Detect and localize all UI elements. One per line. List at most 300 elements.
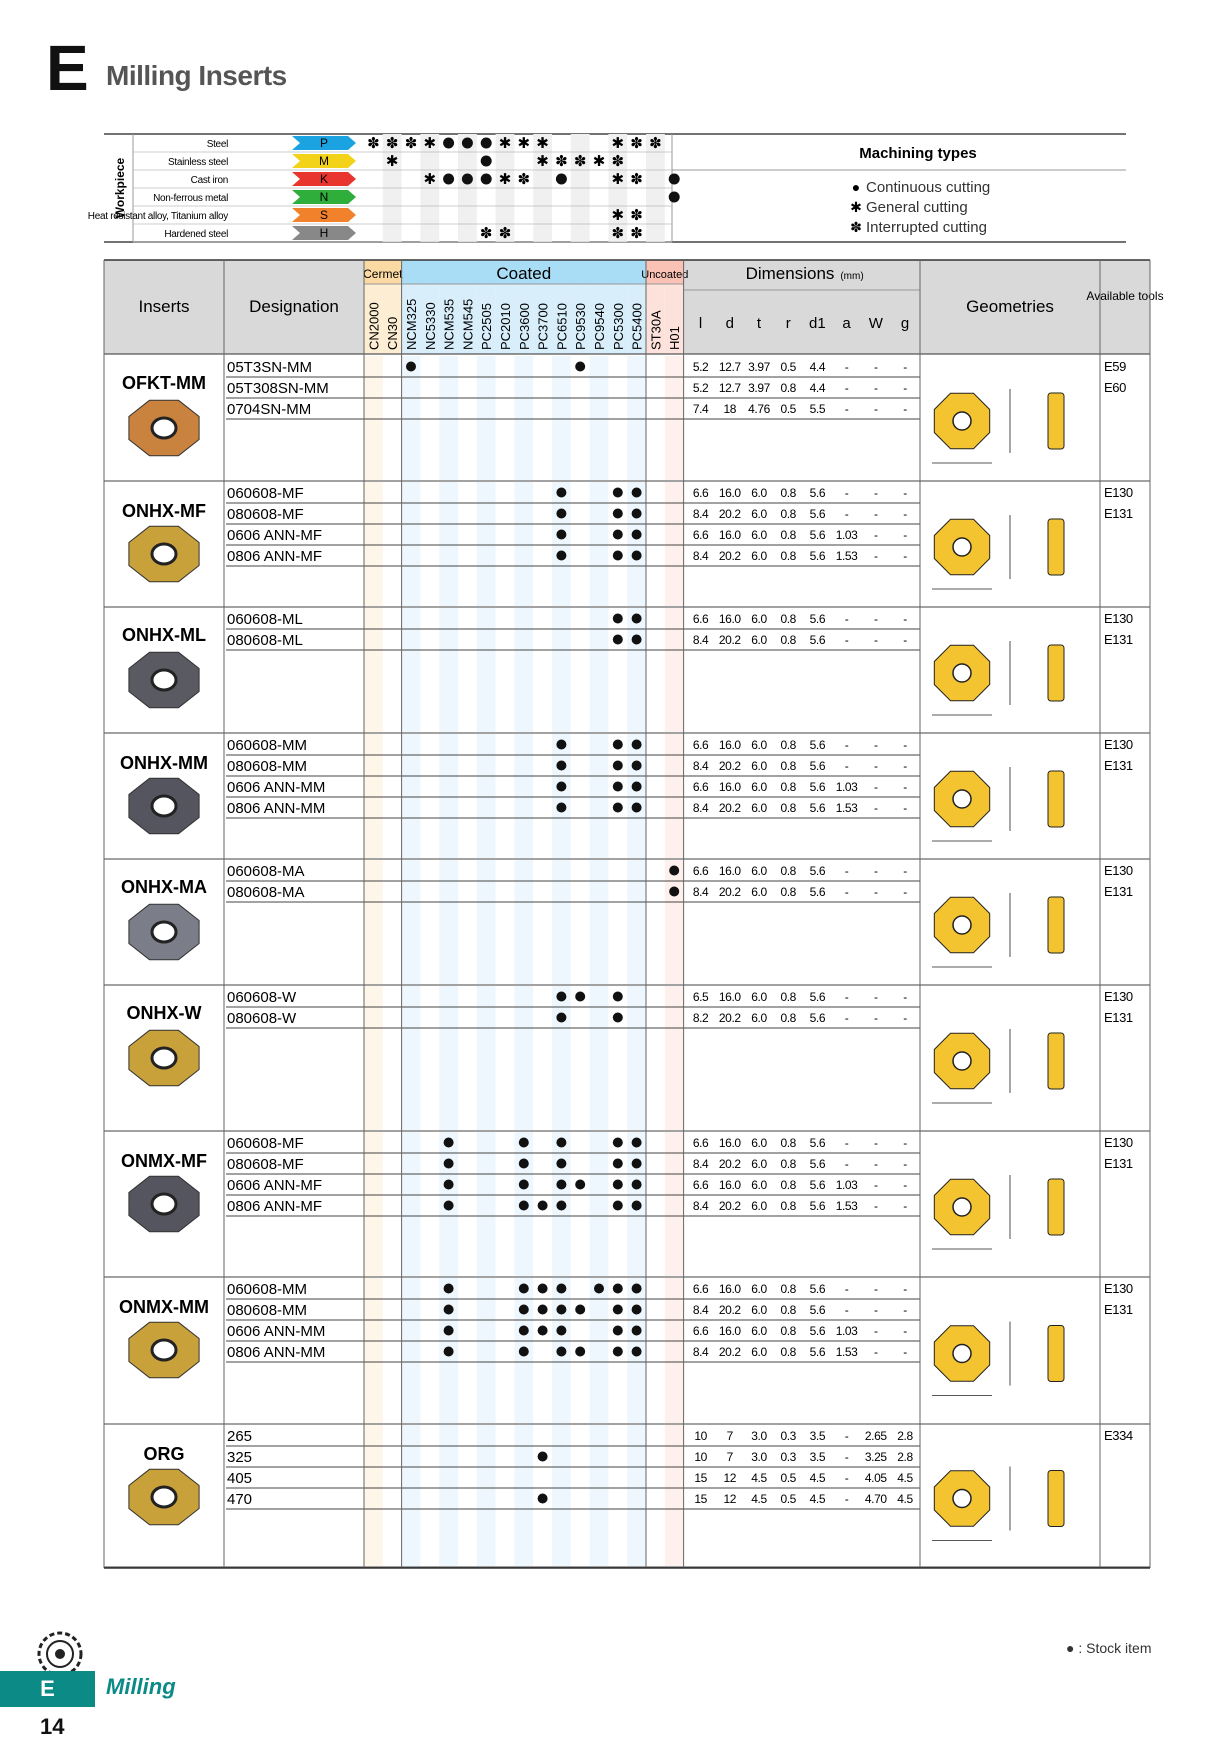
dimension-value: 5.6 bbox=[809, 1136, 826, 1150]
available-tool-ref: E131 bbox=[1104, 758, 1133, 773]
dimension-value: 16.0 bbox=[718, 1324, 741, 1338]
grade-column-stripe bbox=[514, 860, 533, 984]
dimension-value: - bbox=[873, 381, 878, 395]
interrupted-cutting-mark: ✽ bbox=[573, 153, 587, 170]
stock-item-dot bbox=[444, 1305, 454, 1315]
geometry-side-view bbox=[1048, 1471, 1064, 1527]
dimension-value: - bbox=[903, 759, 907, 773]
dimension-value: - bbox=[903, 612, 907, 626]
grade-column-stripe bbox=[364, 860, 383, 984]
insert-name: ONHX-MA bbox=[121, 877, 207, 897]
dimension-column-header: d bbox=[725, 315, 734, 332]
insert-photo-hole bbox=[152, 796, 176, 816]
section-tab-label: Milling bbox=[106, 1674, 176, 1699]
dimension-value: - bbox=[873, 486, 878, 500]
dimension-value: 1.53 bbox=[835, 1199, 858, 1213]
geometry-hole bbox=[953, 1345, 971, 1363]
grade-column-stripe bbox=[364, 986, 383, 1130]
dimension-value: 5.6 bbox=[809, 738, 826, 752]
section-tab[interactable]: E bbox=[0, 1671, 95, 1707]
grade-column-stripe bbox=[552, 986, 571, 1130]
grade-column-header: PC2010 bbox=[498, 303, 513, 350]
stock-item-dot bbox=[556, 1305, 566, 1315]
dimension-value: 4.5 bbox=[897, 1471, 913, 1485]
grade-column-stripe bbox=[364, 356, 383, 480]
stock-item-dot bbox=[556, 509, 566, 519]
designation: 060608-MM bbox=[227, 1281, 308, 1298]
dimension-value: 5.6 bbox=[809, 885, 826, 899]
stock-item-dot bbox=[613, 1284, 623, 1294]
dimension-value: - bbox=[873, 549, 878, 563]
dimension-value: 7 bbox=[726, 1429, 733, 1443]
grade-column-stripe bbox=[608, 986, 627, 1130]
grade-column-stripe bbox=[364, 482, 383, 606]
dimension-value: 6.6 bbox=[692, 1136, 709, 1150]
grade-column-stripe bbox=[496, 356, 515, 480]
stock-item-dot bbox=[632, 803, 642, 813]
stock-item-dot bbox=[632, 782, 642, 792]
dimension-value: - bbox=[903, 549, 907, 563]
geometry-hole bbox=[953, 1052, 971, 1070]
grade-column-stripe bbox=[477, 482, 496, 606]
grade-column-stripe bbox=[552, 734, 571, 858]
workpiece-code: H bbox=[319, 226, 329, 240]
workpiece-code: S bbox=[319, 208, 329, 222]
dimension-column-header: d1 bbox=[809, 315, 826, 332]
general-cutting-mark: ✱ bbox=[592, 153, 606, 170]
machining-types-title: Machining types bbox=[859, 145, 977, 162]
grade-column-stripe bbox=[590, 1278, 609, 1423]
grade-column-stripe bbox=[496, 986, 515, 1130]
grade-column-stripe bbox=[627, 986, 646, 1130]
geometry-side-view bbox=[1048, 1326, 1064, 1382]
grade-column-stripe bbox=[458, 860, 477, 984]
designation: 060608-MF bbox=[227, 485, 304, 502]
grade-column-stripe bbox=[590, 860, 609, 984]
dimension-value: 20.2 bbox=[718, 801, 741, 815]
dimension-column-header: t bbox=[756, 315, 762, 332]
general-cutting-mark: ✱ bbox=[423, 171, 437, 188]
grade-column-stripe bbox=[646, 734, 665, 858]
insert-photo-hole bbox=[152, 922, 176, 942]
dimension-value: 5.6 bbox=[809, 1324, 826, 1338]
grade-column-stripe bbox=[477, 356, 496, 480]
dimension-value: - bbox=[903, 381, 907, 395]
uncoated-group-label: Uncoated bbox=[641, 269, 689, 281]
grade-column-header: NCM545 bbox=[460, 298, 476, 350]
workpiece-name: Stainless steel bbox=[168, 157, 228, 168]
dimension-value: 0.8 bbox=[780, 1157, 796, 1171]
grade-column-stripe bbox=[571, 860, 590, 984]
dimension-value: 16.0 bbox=[718, 1178, 741, 1192]
machining-type-label: Interrupted cutting bbox=[866, 219, 987, 236]
grade-column-stripe bbox=[571, 356, 590, 480]
insert-name: OFKT-MM bbox=[122, 373, 206, 393]
machining-type-symbol: ✽ bbox=[850, 219, 862, 235]
grade-column-stripe bbox=[590, 986, 609, 1130]
interrupted-cutting-mark: ✽ bbox=[630, 135, 643, 152]
dimension-value: 4.5 bbox=[751, 1471, 767, 1485]
dimension-value: 5.6 bbox=[809, 759, 826, 773]
general-cutting-mark: ✱ bbox=[611, 135, 625, 152]
dimension-value: 0.5 bbox=[780, 360, 796, 374]
dimension-value: 6.0 bbox=[751, 864, 767, 878]
workpiece-label: Workpiece bbox=[113, 157, 127, 219]
dimension-value: 10 bbox=[694, 1450, 707, 1464]
stock-item-dot bbox=[613, 740, 623, 750]
stock-item-dot bbox=[613, 551, 623, 561]
grade-column-header: PC9540 bbox=[592, 303, 607, 350]
dimension-value: - bbox=[844, 1429, 849, 1443]
dimension-value: - bbox=[873, 507, 878, 521]
dimension-value: 5.6 bbox=[809, 1345, 826, 1359]
dimension-value: 2.65 bbox=[864, 1429, 887, 1443]
dimension-value: 0.8 bbox=[780, 864, 796, 878]
stock-item-dot bbox=[613, 530, 623, 540]
available-tool-ref: E60 bbox=[1104, 380, 1126, 395]
grade-column-stripe bbox=[627, 734, 646, 858]
available-tool-ref: E130 bbox=[1104, 989, 1133, 1004]
dimension-value: 5.6 bbox=[809, 528, 826, 542]
grade-column-stripe bbox=[571, 986, 590, 1130]
grade-column-stripe bbox=[383, 482, 402, 606]
dimension-value: - bbox=[844, 1471, 849, 1485]
stock-item-dot bbox=[613, 509, 623, 519]
dimension-value: - bbox=[844, 360, 849, 374]
stock-item-dot bbox=[444, 1326, 454, 1336]
dimension-value: 5.6 bbox=[809, 633, 826, 647]
designation: 405 bbox=[227, 1470, 253, 1487]
dimension-value: 1.03 bbox=[835, 780, 858, 794]
grade-column-stripe bbox=[646, 356, 665, 480]
dimension-value: 20.2 bbox=[718, 507, 741, 521]
dimension-value: 0.3 bbox=[780, 1429, 796, 1443]
stock-item-dot bbox=[556, 1180, 566, 1190]
available-tool-ref: E130 bbox=[1104, 485, 1133, 500]
workpiece-code: K bbox=[319, 172, 329, 186]
dimension-value: 5.6 bbox=[809, 1157, 826, 1171]
general-cutting-mark: ✱ bbox=[536, 153, 549, 170]
grade-column-stripe bbox=[420, 860, 439, 984]
stock-item-dot bbox=[556, 488, 566, 498]
dimension-value: 0.8 bbox=[780, 549, 796, 563]
dimension-value: 4.5 bbox=[809, 1471, 826, 1485]
dimension-value: 0.8 bbox=[780, 738, 796, 752]
stock-item-dot bbox=[556, 761, 566, 771]
dimension-value: 6.0 bbox=[751, 528, 767, 542]
grade-column-stripe bbox=[383, 860, 402, 984]
grade-column-stripe bbox=[646, 608, 665, 732]
grade-column-stripe bbox=[646, 482, 665, 606]
interrupted-cutting-mark: ✽ bbox=[555, 153, 568, 170]
stock-item-dot bbox=[613, 614, 623, 624]
dimension-value: 10 bbox=[694, 1429, 707, 1443]
designation: 325 bbox=[227, 1449, 253, 1466]
interrupted-cutting-mark: ✽ bbox=[611, 225, 625, 242]
stock-item-dot bbox=[556, 1013, 566, 1023]
dimension-value: - bbox=[903, 507, 907, 521]
dimension-value: - bbox=[903, 1282, 907, 1296]
dimension-value: 6.6 bbox=[692, 486, 709, 500]
general-cutting-mark: ✱ bbox=[611, 207, 625, 224]
grade-column-header: CN2000 bbox=[366, 302, 382, 350]
dimension-value: 6.6 bbox=[692, 1178, 709, 1192]
dimension-column-header: g bbox=[900, 315, 910, 332]
interrupted-cutting-mark: ✽ bbox=[404, 135, 418, 152]
dimension-value: 5.6 bbox=[809, 1199, 826, 1213]
geometry-hole bbox=[953, 1490, 971, 1508]
dimension-value: 16.0 bbox=[718, 528, 741, 542]
grade-column-stripe bbox=[458, 734, 477, 858]
grade-column-stripe bbox=[364, 1132, 383, 1276]
dimension-value: - bbox=[903, 1324, 907, 1338]
dimension-value: 6.6 bbox=[692, 1324, 709, 1338]
grade-column-stripe bbox=[420, 734, 439, 858]
insert-name: ORG bbox=[143, 1444, 185, 1464]
dimensions-group-label: Dimensions bbox=[745, 264, 835, 283]
dimension-value: 12.7 bbox=[718, 360, 741, 374]
stock-item-dot bbox=[556, 1138, 566, 1148]
stock-item-dot bbox=[538, 1494, 548, 1504]
grade-column-stripe bbox=[458, 356, 477, 480]
stock-item-dot bbox=[632, 740, 642, 750]
dimension-value: 6.0 bbox=[751, 801, 767, 815]
stock-item-dot bbox=[613, 1305, 623, 1315]
grade-column-stripe bbox=[496, 1132, 515, 1276]
dimension-value: - bbox=[873, 801, 878, 815]
stock-item-dot bbox=[632, 1138, 642, 1148]
dimension-value: 16.0 bbox=[718, 738, 741, 752]
grade-column-stripe bbox=[496, 860, 515, 984]
dimension-value: 20.2 bbox=[718, 1199, 741, 1213]
grade-column-header: PC6510 bbox=[554, 303, 570, 350]
grade-column-stripe bbox=[383, 1132, 402, 1276]
grade-column-stripe bbox=[439, 734, 458, 858]
geometry-side-view bbox=[1048, 1179, 1064, 1235]
stock-item-dot bbox=[556, 1347, 566, 1357]
stock-item-dot bbox=[613, 1326, 623, 1336]
geometry-hole bbox=[953, 412, 971, 430]
dimension-value: - bbox=[903, 528, 907, 542]
grade-column-stripe bbox=[608, 482, 627, 606]
dimension-value: 3.97 bbox=[748, 360, 770, 374]
dimension-value: - bbox=[844, 759, 849, 773]
stock-item-dot bbox=[406, 362, 416, 372]
dimension-value: 0.8 bbox=[780, 507, 796, 521]
dimension-value: - bbox=[903, 1136, 907, 1150]
grade-column-stripe bbox=[646, 986, 665, 1130]
designation: 080608-MM bbox=[227, 1302, 308, 1319]
dimension-value: 6.0 bbox=[751, 1324, 767, 1338]
grade-column-stripe bbox=[533, 734, 552, 858]
dimension-column-header: r bbox=[785, 315, 791, 332]
designation: 080608-MM bbox=[227, 758, 308, 775]
grade-column-stripe bbox=[458, 1278, 477, 1423]
dimension-value: - bbox=[903, 360, 907, 374]
grade-column-header: PC2505 bbox=[479, 303, 495, 350]
grade-column-stripe bbox=[533, 608, 552, 732]
designation: 0606 ANN-MF bbox=[227, 527, 323, 544]
designation: 080608-MA bbox=[227, 884, 305, 901]
dimension-value: 5.6 bbox=[809, 1303, 826, 1317]
grade-column-stripe bbox=[665, 482, 684, 606]
section-letter: E bbox=[46, 32, 89, 104]
dimension-value: 0.8 bbox=[780, 1178, 796, 1192]
dimension-value: 6.0 bbox=[751, 1199, 767, 1213]
grade-column-stripe bbox=[477, 986, 496, 1130]
dimension-value: 20.2 bbox=[718, 1345, 741, 1359]
geometry-side-view bbox=[1048, 1033, 1064, 1089]
dimension-value: 20.2 bbox=[718, 633, 741, 647]
available-tool-ref: E334 bbox=[1104, 1428, 1133, 1443]
dimension-value: 5.6 bbox=[809, 507, 826, 521]
grade-column-stripe bbox=[608, 356, 627, 480]
stock-item-dot bbox=[444, 1284, 454, 1294]
designation: 0606 ANN-MM bbox=[227, 779, 326, 796]
stock-item-dot bbox=[444, 1347, 454, 1357]
dimension-value: - bbox=[903, 1157, 907, 1171]
dimension-value: 3.5 bbox=[809, 1429, 826, 1443]
dimension-value: 0.8 bbox=[780, 1136, 796, 1150]
dimension-value: 5.6 bbox=[809, 780, 826, 794]
stock-item-dot bbox=[519, 1305, 529, 1315]
geometry-side-view bbox=[1048, 897, 1064, 953]
dimension-value: - bbox=[903, 801, 907, 815]
grade-column-stripe bbox=[627, 608, 646, 732]
stock-item-note: ● : Stock item bbox=[1066, 1640, 1152, 1656]
designation: 05T3SN-MM bbox=[227, 359, 313, 376]
dimension-value: 2.8 bbox=[897, 1450, 913, 1464]
dimension-value: - bbox=[844, 864, 849, 878]
dimension-value: 8.2 bbox=[692, 1011, 709, 1025]
stock-item-dot bbox=[538, 1305, 548, 1315]
insert-photo-hole bbox=[152, 1194, 176, 1214]
dimension-value: 0.8 bbox=[780, 801, 796, 815]
workpiece-code: M bbox=[319, 154, 329, 168]
coated-group-label: Coated bbox=[496, 264, 552, 283]
dimension-value: - bbox=[903, 633, 907, 647]
grade-column-stripe bbox=[420, 482, 439, 606]
grade-column-stripe bbox=[439, 482, 458, 606]
grade-column-stripe bbox=[646, 1278, 665, 1423]
designation: 265 bbox=[227, 1428, 253, 1445]
dimension-value: - bbox=[873, 633, 878, 647]
stock-item-dot bbox=[575, 1305, 585, 1315]
dimension-value: 6.6 bbox=[692, 612, 709, 626]
dimension-value: 6.0 bbox=[751, 885, 767, 899]
grade-column-stripe bbox=[402, 482, 421, 606]
dimension-value: 4.76 bbox=[748, 402, 770, 416]
workpiece-name: Hardened steel bbox=[164, 229, 228, 240]
dimension-value: - bbox=[903, 864, 907, 878]
machining-type-label: Continuous cutting bbox=[866, 179, 991, 196]
grade-column-stripe bbox=[533, 482, 552, 606]
stock-item-dot bbox=[556, 551, 566, 561]
grade-column-stripe bbox=[514, 734, 533, 858]
grade-column-stripe bbox=[665, 1132, 684, 1276]
grade-column-stripe bbox=[571, 734, 590, 858]
dimension-value: 20.2 bbox=[718, 1157, 741, 1171]
grade-column-stripe bbox=[552, 482, 571, 606]
dimension-value: 6.5 bbox=[692, 990, 709, 1004]
geometries-column-header: Geometries bbox=[966, 297, 1054, 316]
dimension-value: 0.5 bbox=[780, 402, 796, 416]
dimension-value: - bbox=[903, 738, 907, 752]
general-cutting-mark: ✱ bbox=[536, 135, 549, 152]
designation: 0806 ANN-MM bbox=[227, 1344, 326, 1361]
grade-column-header: PC3600 bbox=[516, 303, 532, 350]
designation: 060608-MA bbox=[227, 863, 305, 880]
dimension-value: 5.6 bbox=[809, 1282, 826, 1296]
dimension-value: 6.6 bbox=[692, 1282, 709, 1296]
stock-item-dot bbox=[556, 1284, 566, 1294]
grade-column-stripe bbox=[665, 356, 684, 480]
dimension-value: - bbox=[873, 402, 878, 416]
dimension-value: - bbox=[873, 1345, 878, 1359]
dimension-value: 6.0 bbox=[751, 633, 767, 647]
dimension-value: 8.4 bbox=[692, 885, 709, 899]
grade-column-header: NC5330 bbox=[422, 302, 438, 350]
stock-item-dot bbox=[575, 362, 585, 372]
grade-column-stripe bbox=[590, 482, 609, 606]
grade-column-stripe bbox=[514, 608, 533, 732]
dimension-value: 1.53 bbox=[835, 549, 858, 563]
dimension-value: 6.6 bbox=[692, 738, 709, 752]
dimension-value: 8.4 bbox=[692, 1199, 709, 1213]
dimension-value: 16.0 bbox=[718, 1136, 741, 1150]
dimension-value: 1.03 bbox=[835, 1178, 858, 1192]
insert-name: ONHX-MM bbox=[120, 753, 208, 773]
cermet-group-label: Cermet bbox=[363, 267, 403, 281]
dimension-value: 12 bbox=[723, 1471, 737, 1485]
dimension-value: - bbox=[873, 1178, 878, 1192]
dimension-value: - bbox=[873, 1011, 878, 1025]
dimension-value: 2.8 bbox=[897, 1429, 913, 1443]
dimension-value: 12 bbox=[723, 1492, 737, 1506]
geometry-side-view bbox=[1048, 645, 1064, 701]
stock-item-dot bbox=[556, 530, 566, 540]
dimension-value: 20.2 bbox=[718, 885, 741, 899]
dimension-value: 20.2 bbox=[718, 1011, 741, 1025]
available-tool-ref: E130 bbox=[1104, 1135, 1133, 1150]
stock-item-dot bbox=[556, 803, 566, 813]
dimension-value: 4.70 bbox=[864, 1492, 887, 1506]
stock-item-dot bbox=[632, 1305, 642, 1315]
stock-item-dot bbox=[613, 1159, 623, 1169]
dimension-value: 16.0 bbox=[718, 780, 741, 794]
grade-column-stripe bbox=[590, 734, 609, 858]
dimension-value: 5.6 bbox=[809, 486, 826, 500]
dimension-value: - bbox=[873, 1303, 878, 1317]
designation: 05T308SN-MM bbox=[227, 380, 329, 397]
dimension-value: - bbox=[873, 1136, 878, 1150]
stock-item-dot bbox=[538, 1452, 548, 1462]
grade-column-stripe bbox=[439, 608, 458, 732]
interrupted-cutting-mark: ✽ bbox=[367, 135, 380, 152]
dimension-value: 6.0 bbox=[751, 612, 767, 626]
grade-column-header: PC3700 bbox=[535, 303, 551, 350]
dimension-value: 0.8 bbox=[780, 1345, 796, 1359]
workpiece-code: N bbox=[319, 190, 329, 204]
dimension-value: 0.8 bbox=[780, 780, 796, 794]
dimension-value: 8.4 bbox=[692, 1303, 709, 1317]
interrupted-cutting-mark: ✽ bbox=[630, 207, 643, 224]
available-tool-ref: E131 bbox=[1104, 1156, 1133, 1171]
interrupted-cutting-mark: ✽ bbox=[517, 171, 531, 188]
dimension-value: 0.8 bbox=[780, 1324, 796, 1338]
grade-column-stripe bbox=[665, 860, 684, 984]
grade-column-header: PC5300 bbox=[610, 303, 626, 350]
